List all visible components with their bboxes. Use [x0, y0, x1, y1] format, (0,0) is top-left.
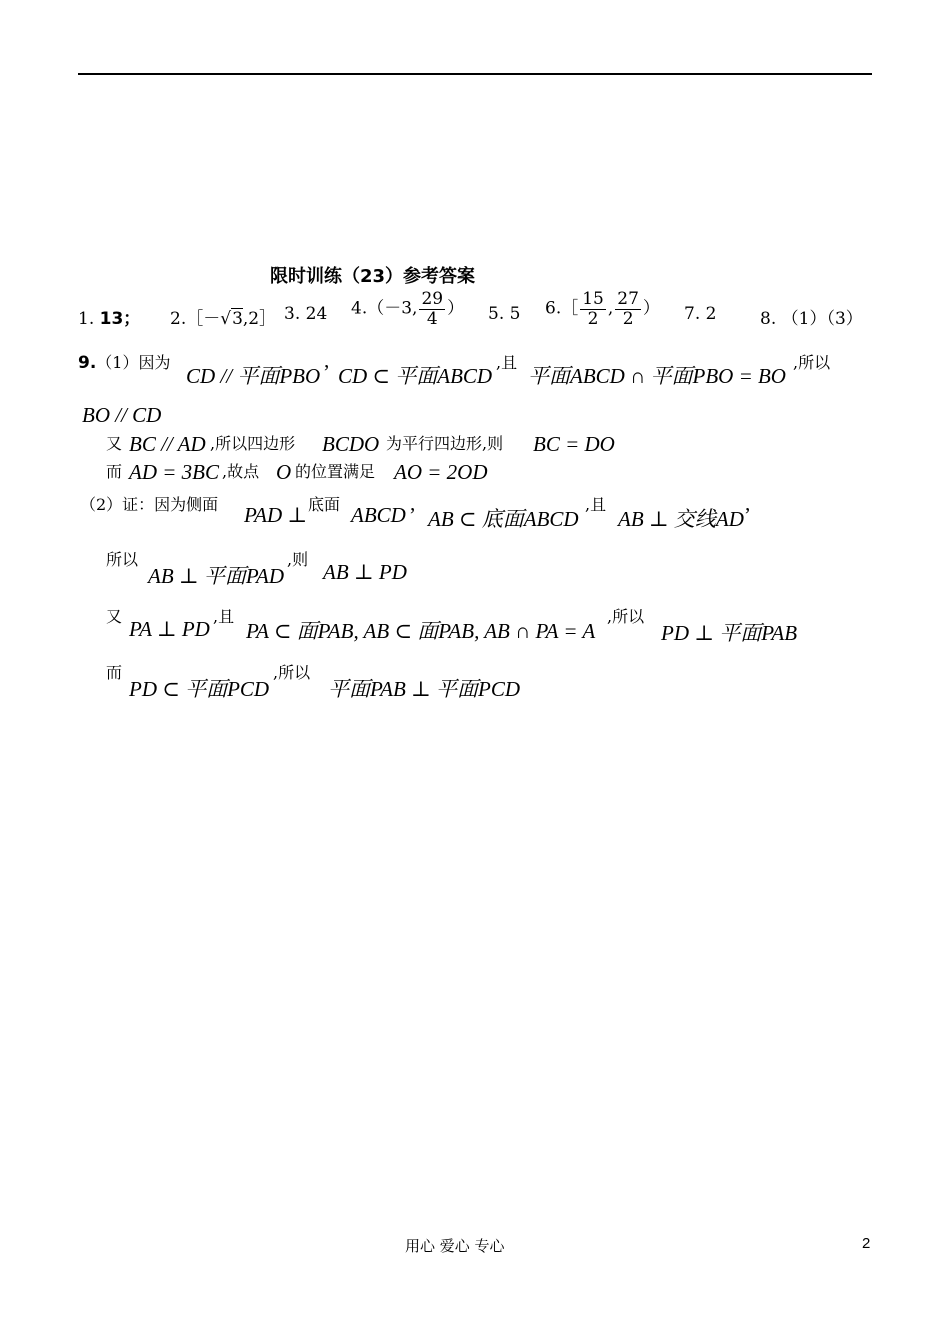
- answer-5: 5. 5: [488, 304, 521, 324]
- q9-p2-expr4: AB ⊥ 交线AD: [618, 507, 744, 531]
- q9-p2-l3-pre: 又: [106, 607, 123, 626]
- q9-p1-line4-mid: ,故点: [222, 462, 260, 481]
- page-number: 2: [862, 1235, 871, 1252]
- q9-p1-line4-post: 的位置满足: [295, 462, 376, 481]
- q9-p2-l2-expr: AB ⊥ 平面PAD: [148, 564, 285, 588]
- q9-p2-l4-pre: 而: [106, 663, 123, 682]
- q9-p2-expr1: PAD ⊥: [244, 503, 308, 527]
- q9-p1-expr3: 平面ABCD ∩ 平面PBO = BO: [528, 364, 786, 388]
- sqrt-symbol: √3: [220, 309, 243, 329]
- q9-p2-qie: ,且: [585, 495, 607, 514]
- frac-num: 29: [421, 289, 444, 309]
- q9-p1-expr2: CD ⊂ 平面ABCD: [338, 364, 493, 388]
- answer-2-tail: ,2］: [242, 309, 277, 329]
- answer-1-value: 13；: [99, 309, 141, 329]
- q9-p2-expr2: ABCD: [351, 503, 406, 527]
- answers-line: [78, 304, 140, 329]
- frac-den: 2: [587, 308, 599, 329]
- q9-p2-l3-qie: ,且: [213, 607, 235, 626]
- q9-p2-expr3: AB ⊂ 底面ABCD: [428, 507, 579, 531]
- answer-4-post: ）: [447, 298, 465, 319]
- answer-3: 3. 24: [284, 304, 328, 324]
- q9-p1-sep1: ’: [323, 360, 330, 384]
- q9-p2-l3-expr: PA ⊥ PD: [129, 617, 210, 641]
- q9-p1-line4-expr: AD = 3BC: [129, 460, 219, 484]
- q9-p1-line4-pre: 而: [106, 462, 123, 481]
- answer-2-text: 2.［－: [170, 309, 221, 329]
- q9-label: [78, 350, 170, 373]
- fraction-27-2: [615, 290, 641, 328]
- frac-num: 15: [582, 289, 604, 309]
- answer-8: 8. （1）（3）: [760, 309, 863, 329]
- q9-p1-suoyi: ,所以: [793, 353, 831, 372]
- q9-p1-expr1: CD // 平面PBO: [186, 364, 321, 388]
- q9-p2-l4-expr2: 平面PAB ⊥ 平面PCD: [328, 677, 521, 701]
- q9-p2-l3-expr3: PD ⊥ 平面PAB: [661, 621, 798, 645]
- q9-p2-end: ’: [744, 503, 751, 527]
- fraction-15-2: [580, 290, 606, 328]
- q9-p2-l3-expr2: PA ⊂ 面PAB, AB ⊂ 面PAB, AB ∩ PA = A: [246, 619, 596, 643]
- q9-p1-line3-expr3: BC = DO: [533, 432, 615, 456]
- q9-p2-dimian: 底面: [308, 495, 341, 514]
- q9-p2-l2-pre: 所以: [106, 550, 139, 569]
- answer-2: [170, 304, 276, 329]
- answer-6-post: ）: [642, 298, 660, 319]
- q9-number: 9.: [78, 353, 97, 373]
- answer-6-comma: ,: [607, 298, 614, 319]
- answer-7: 7. 2: [684, 304, 717, 324]
- q9-p1-line4-expr3: AO = 2OD: [394, 460, 488, 484]
- frac-den: 4: [426, 308, 438, 329]
- q9-p1-intro: （1）因为: [96, 353, 171, 372]
- answer-1-num: 1.: [78, 309, 95, 329]
- fraction-29-4: [419, 290, 445, 328]
- answer-2-radicand: 3: [232, 309, 243, 329]
- q9-p1-line3-expr: BC // AD: [129, 432, 206, 456]
- q9-p1-line3-post: 为平行四边形,则: [386, 434, 504, 453]
- q9-p1-line4-expr2: O: [276, 460, 292, 484]
- q9-p1-line3-mid: ,所以四边形: [210, 434, 296, 453]
- q9-p1-line2: BO // CD: [82, 403, 162, 427]
- answer-4: [351, 290, 464, 328]
- footer-center-text: 用心 爱心 专心: [405, 1237, 505, 1255]
- q9-p2-sep: ’: [409, 503, 416, 527]
- q9-p1-line3-pre: 又: [106, 434, 123, 453]
- q9-p1-qie: ,且: [496, 353, 518, 372]
- frac-den: 2: [622, 308, 634, 329]
- q9-p2-intro: （2）证：因为侧面: [80, 495, 219, 514]
- q9-p2-l2-ze: ,则: [287, 550, 309, 569]
- answer-6: [545, 290, 660, 328]
- q9-p1-line3-expr2: BCDO: [322, 432, 380, 456]
- frac-num: 27: [617, 289, 639, 309]
- answer-6-pre: 6.［: [545, 298, 579, 319]
- q9-p2-l2-expr2: AB ⊥ PD: [323, 560, 407, 584]
- q9-p2-l4-suoyi: ,所以: [273, 663, 311, 682]
- page-title: 限时训练（23）参考答案: [270, 266, 476, 287]
- q9-p2-l4-expr: PD ⊂ 平面PCD: [129, 677, 270, 701]
- answer-4-pre: 4.（－3,: [351, 298, 418, 319]
- header-rule: [78, 73, 872, 75]
- q9-p2-l3-suoyi: ,所以: [607, 607, 645, 626]
